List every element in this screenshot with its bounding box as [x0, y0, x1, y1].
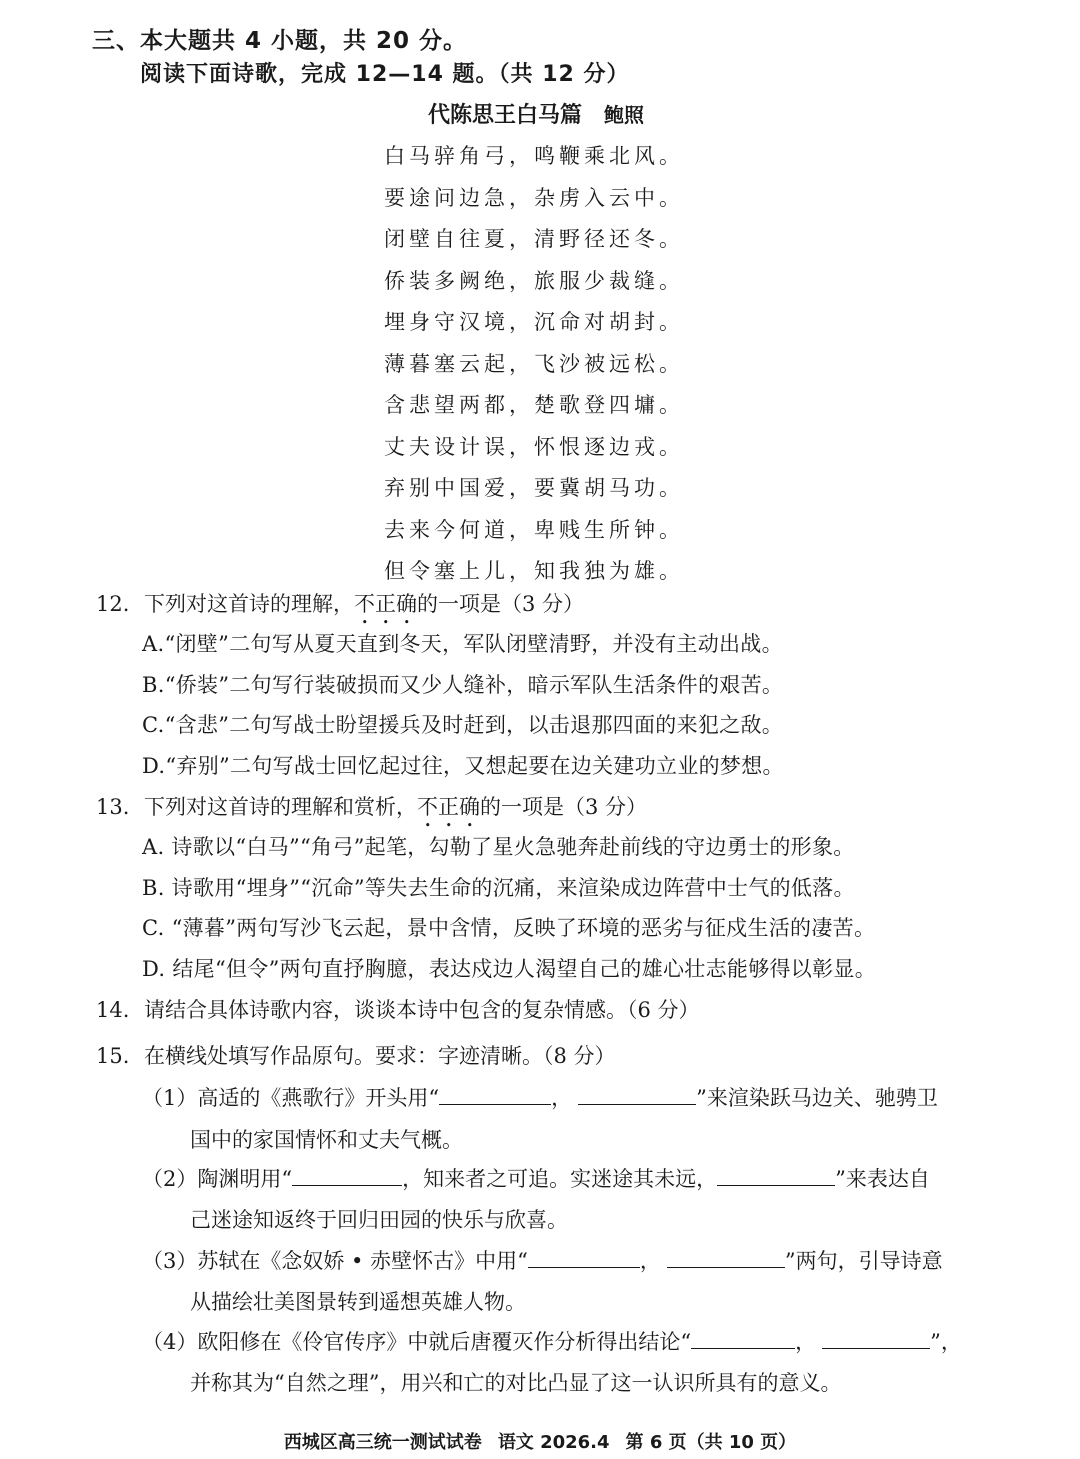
question-text: 请结合具体诗歌内容，谈谈本诗中包含的复杂情感。（6 分） [144, 998, 700, 1022]
poem-title [428, 98, 644, 129]
answer-blank[interactable] [578, 1084, 696, 1105]
question-number: 14. [96, 998, 130, 1022]
item-text: ”两句，引导诗意 [784, 1249, 943, 1273]
item-label: （2） [142, 1167, 198, 1191]
poem-line: 丈夫设计误，怀恨逐边戎。 [384, 434, 684, 459]
item-text: ，知来者之可追。实迷途其未远， [402, 1167, 718, 1191]
q12-option-b: B.“侨装”二句写行装破损而又少人缝补，暗示军队生活条件的艰苦。 [142, 673, 784, 697]
answer-blank[interactable] [691, 1328, 795, 1349]
poem-line: 含悲望两都，楚歌登四墉。 [384, 393, 684, 417]
q13-option-c: C. “薄暮”两句写沙飞云起，景中含情，反映了环境的恶劣与征戍生活的凄苦。 [142, 916, 876, 940]
question-number: 12. [96, 592, 130, 616]
footer-exam-name: 西城区高三统一测试试卷 [283, 1432, 482, 1453]
poem-body [384, 136, 684, 593]
q15-item-3 [142, 1245, 943, 1275]
item-text: ， [551, 1086, 573, 1110]
q15-item-4 [142, 1326, 962, 1356]
question-14 [96, 994, 700, 1024]
question-text: 在横线处填写作品原句。要求：字迹清晰。（8 分） [144, 1044, 616, 1068]
poem-line: 侨装多阙绝，旅服少裁缝。 [384, 268, 684, 293]
q15-item-3-continuation: 从描绘壮美图景转到遥想英雄人物。 [190, 1290, 526, 1314]
answer-blank[interactable] [528, 1247, 640, 1268]
poem-line: 但令塞上儿，知我独为雄。 [384, 559, 684, 583]
poem-line: 白马骍角弓，鸣鞭乘北风。 [384, 144, 684, 168]
q15-item-1 [142, 1082, 938, 1112]
stem-text: 的一项是（3 分） [480, 795, 648, 819]
item-label: （3） [142, 1249, 198, 1273]
poem-line: 要途问边急，杂虏入云中。 [384, 185, 684, 210]
question-15-stem [96, 1040, 616, 1070]
q13-option-d: D. 结尾“但令”两句直抒胸臆，表达戍边人渴望自己的雄心壮志能够得以彰显。 [142, 957, 877, 981]
poem-line: 去来今何道，卑贱生所钟。 [384, 517, 684, 542]
q12-option-c: C.“含悲”二句写战士盼望援兵及时赶到，以击退那四面的来犯之敌。 [142, 713, 784, 737]
item-text: 高适的《燕歌行》开头用“ [197, 1086, 440, 1110]
reading-instruction: 阅读下面诗歌，完成 12—14 题。（共 12 分） [140, 62, 630, 87]
q15-item-1-continuation: 国中的家国情怀和丈夫气概。 [190, 1128, 463, 1152]
answer-blank[interactable] [667, 1247, 785, 1268]
question-number: 15. [96, 1044, 130, 1068]
item-text: 苏轼在《念奴娇 • 赤壁怀古》中用“ [197, 1249, 528, 1273]
q13-option-b: B. 诗歌用“埋身”“沉命”等失去生命的沉痛，来渲染成边阵营中士气的低落。 [142, 876, 855, 900]
poem-line: 埋身守汉境，沉命对胡封。 [384, 310, 684, 334]
emphasis-text: 不正确 [354, 592, 417, 616]
item-text: 欧阳修在《伶官传序》中就后唐覆灭作分析得出结论“ [197, 1330, 692, 1354]
poem-title-text: 代陈思王白马篇 [428, 103, 583, 128]
question-number: 13. [96, 795, 130, 819]
q13-option-a: A. 诗歌以“白马”“角弓”起笔，勾勒了星火急驰奔赴前线的守边勇士的形象。 [142, 835, 855, 859]
item-text: ， [795, 1330, 817, 1354]
question-13-stem [96, 791, 647, 832]
answer-blank[interactable] [439, 1084, 551, 1105]
item-text: ”来表达自 [835, 1167, 930, 1191]
item-label: （4） [142, 1330, 198, 1354]
emphasis-text: 不正确 [417, 795, 480, 819]
item-label: （1） [142, 1086, 198, 1110]
stem-text: 的一项是（3 分） [417, 592, 585, 616]
poem-line: 弃别中国爱，要冀胡马功。 [384, 476, 684, 500]
footer-page-number: 第 6 页（共 10 页） [625, 1432, 797, 1453]
section-title: 三、本大题共 4 小题，共 20 分。 [92, 28, 468, 54]
footer-subject: 语文 2026.4 [497, 1432, 610, 1453]
answer-blank[interactable] [717, 1165, 835, 1186]
item-text: ， [639, 1249, 661, 1273]
q15-item-2-continuation: 己迷途知返终于回归田园的快乐与欣喜。 [190, 1208, 568, 1232]
question-12-stem [96, 588, 584, 629]
item-text: ”来渲染跃马边关、驰骋卫 [696, 1086, 938, 1110]
q12-option-a: A.“闭壁”二句写从夏天直到冬天，军队闭壁清野，并没有主动出战。 [142, 632, 783, 656]
answer-blank[interactable] [822, 1328, 930, 1349]
item-text: 陶渊明用“ [197, 1167, 293, 1191]
answer-blank[interactable] [292, 1165, 402, 1186]
poem-line: 闭壁自往夏，清野径还冬。 [384, 227, 684, 251]
q15-item-2 [142, 1163, 930, 1193]
q15-item-4-continuation: 并称其为“自然之理”，用兴和亡的对比凸显了这一认识所具有的意义。 [190, 1371, 842, 1395]
stem-text: 下列对这首诗的理解和赏析， [144, 795, 417, 819]
poem-author: 鲍照 [604, 103, 645, 127]
item-text: ”， [930, 1330, 962, 1354]
poem-line: 薄暮塞云起，飞沙被远松。 [384, 351, 684, 376]
stem-text: 下列对这首诗的理解， [144, 592, 354, 616]
page-footer [0, 1428, 1080, 1454]
q12-option-d: D.“弃别”二句写战士回忆起过往，又想起要在边关建功立业的梦想。 [142, 754, 784, 778]
